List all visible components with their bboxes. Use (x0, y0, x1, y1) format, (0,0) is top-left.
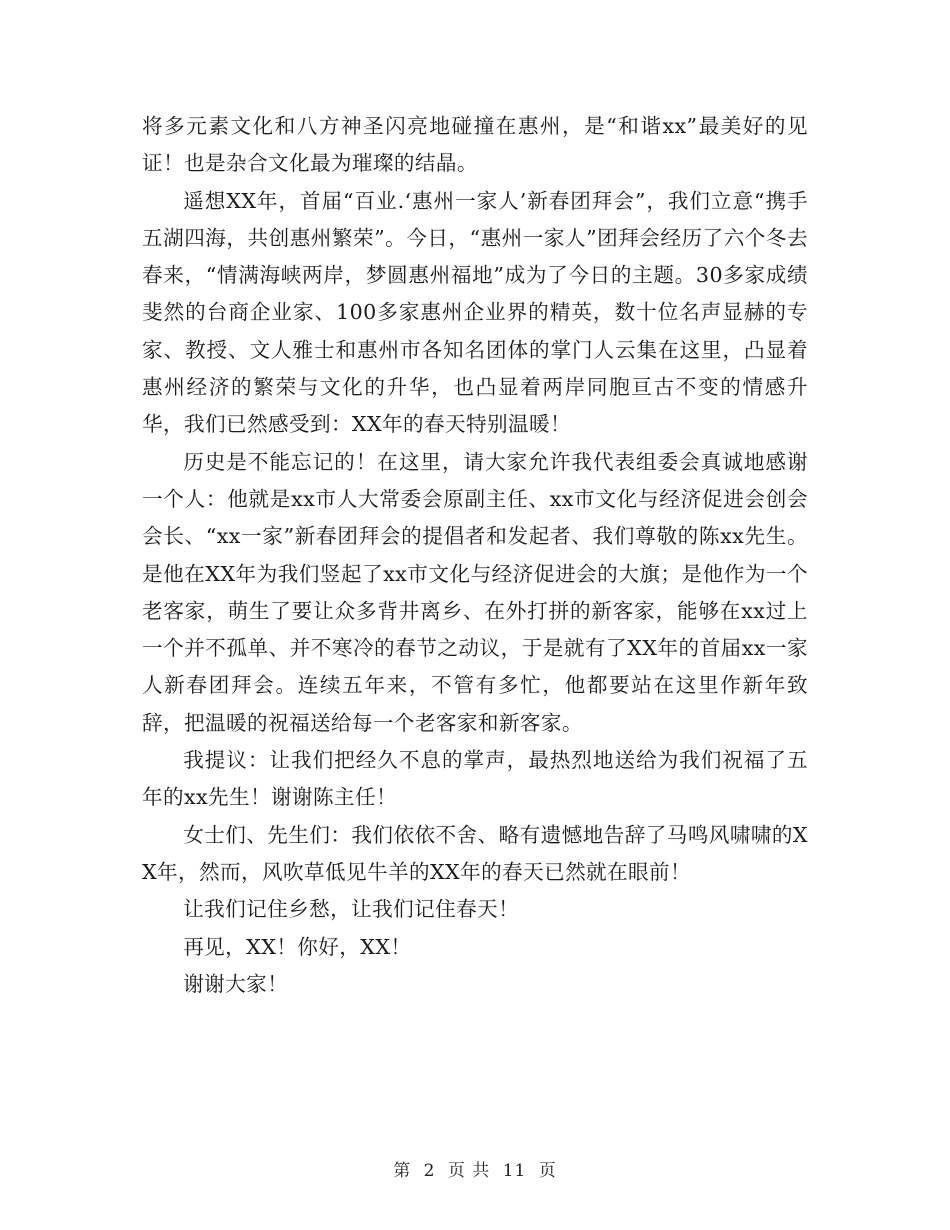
paragraph-6: 让我们记住乡愁，让我们记住春天！ (183, 897, 520, 922)
paragraph-3: 历史是不能忘记的！在这里，请大家允许我代表组委会真诚地感谢一个人：他就是xx市人大常委会原副主任、xx市文化与经济促进会创会会长、“xx一家”新春团拜会的提倡者和发起者、我们尊敬的陈xx先生。是他在XX年为我们竖起了xx市文化与经济促进会的大旗；是他作为一个老客家，萌生了要让众多背井离乡、在外打拼的新客家，能够在xx过上一个并不孤单、并不寒冷的春节之动议，于是就有了XX年的首届xx一家人新春团拜会。连续五年来，不管有多忙，他都要站在这里作新年致辞，把温暖的祝福送给每一个老客家和新客家。 (142, 449, 808, 735)
paragraph-1: 将多元素文化和八方神圣闪亮地碰撞在惠州，是“和谐xx”最美好的见证！也是杂合文化最为璀璨的结晶。 (142, 114, 808, 176)
paragraph-4: 我提议：让我们把经久不息的掌声，最热烈地送给为我们祝福了五年的xx先生！谢谢陈主任！ (142, 748, 808, 810)
footer-middle: 页 共 (447, 1161, 491, 1181)
paragraph-2: 遥想XX年，首届“百业.‘惠州一家人’新春团拜会”，我们立意“携手五湖四海，共创惠州繁荣”。今日，“惠州一家人”团拜会经历了六个冬去春来，“情满海峡两岸，梦圆惠州福地”成为了今日的主题。30多家成绩斐然的台商企业家、100多家惠州企业界的精英，数十位名声显赫的专家、教授、文人雅士和惠州市各知名团体的掌门人云集在这里，凸显着惠州经济的繁荣与文化的升华，也凸显着两岸同胞亘古不变的情感升华，我们已然感受到：XX年的春天特别温暖！ (142, 188, 808, 437)
paragraph-5: 女士们、先生们：我们依依不舍、略有遗憾地告辞了马鸣风啸啸的XX年，然而，风吹草低见牛羊的XX年的春天已然就在眼前！ (142, 822, 808, 884)
paragraph-7: 再见，XX！你好，XX！ (183, 934, 412, 959)
footer-total-pages: 11 (502, 1161, 527, 1181)
footer-prefix: 第 (393, 1161, 412, 1181)
paragraph-8: 谢谢大家！ (183, 971, 289, 996)
footer-page-number: 2 (423, 1161, 436, 1181)
page-footer (0, 1156, 950, 1181)
document-body (142, 108, 808, 1003)
footer-suffix: 页 (538, 1161, 557, 1181)
